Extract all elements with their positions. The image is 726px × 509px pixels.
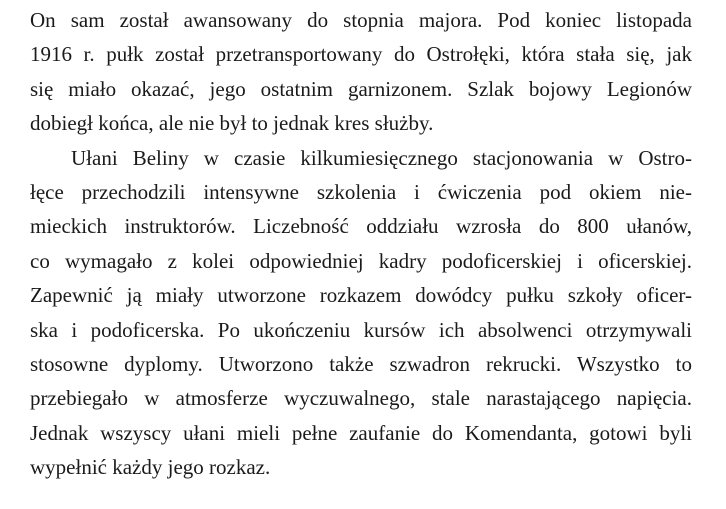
- body-text: [30, 3, 692, 484]
- text-line: Ułani Beliny w czasie kilkumiesięcznego stacjonowania w Ostro-: [71, 145, 692, 170]
- text-line: mieckich instruktorów. Liczebność oddziału wzrosła do 800 ułanów,: [30, 214, 692, 239]
- text-line: ska i podoficerska. Po ukończeniu kursów ich absolwenci otrzymywali: [30, 317, 692, 342]
- text-line: Jednak wszyscy ułani mieli pełne zaufanie do Komendanta, gotowi byli: [30, 420, 692, 445]
- text-line: dobiegł końca, ale nie był to jednak kres służby.: [30, 111, 434, 136]
- text-line: się miało okazać, jego ostatnim garnizonem. Szlak bojowy Legionów: [30, 76, 692, 101]
- text-line: łęce przechodzili intensywne szkolenia i ćwiczenia pod okiem nie-: [30, 179, 692, 204]
- text-line: przebiegało w atmosferze wyczuwalnego, stale narastającego napięcia.: [30, 386, 692, 411]
- text-line: co wymagało z kolei odpowiedniej kadry podoficerskiej i oficerskiej.: [30, 248, 692, 273]
- text-line: On sam został awansowany do stopnia majora. Pod koniec listopada: [30, 8, 692, 32]
- paragraph-1: [30, 3, 692, 141]
- text-line: wypełnić każdy jego rozkaz.: [30, 455, 271, 480]
- paragraph-2: [30, 141, 692, 485]
- text-line: 1916 r. pułk został przetransportowany do Ostrołęki, która stała się, jak: [30, 42, 692, 67]
- text-line: Zapewnić ją miały utworzone rozkazem dowódcy pułku szkoły oficer-: [30, 283, 692, 308]
- text-line: stosowne dyplomy. Utworzono także szwadron rekrucki. Wszystko to: [30, 351, 692, 376]
